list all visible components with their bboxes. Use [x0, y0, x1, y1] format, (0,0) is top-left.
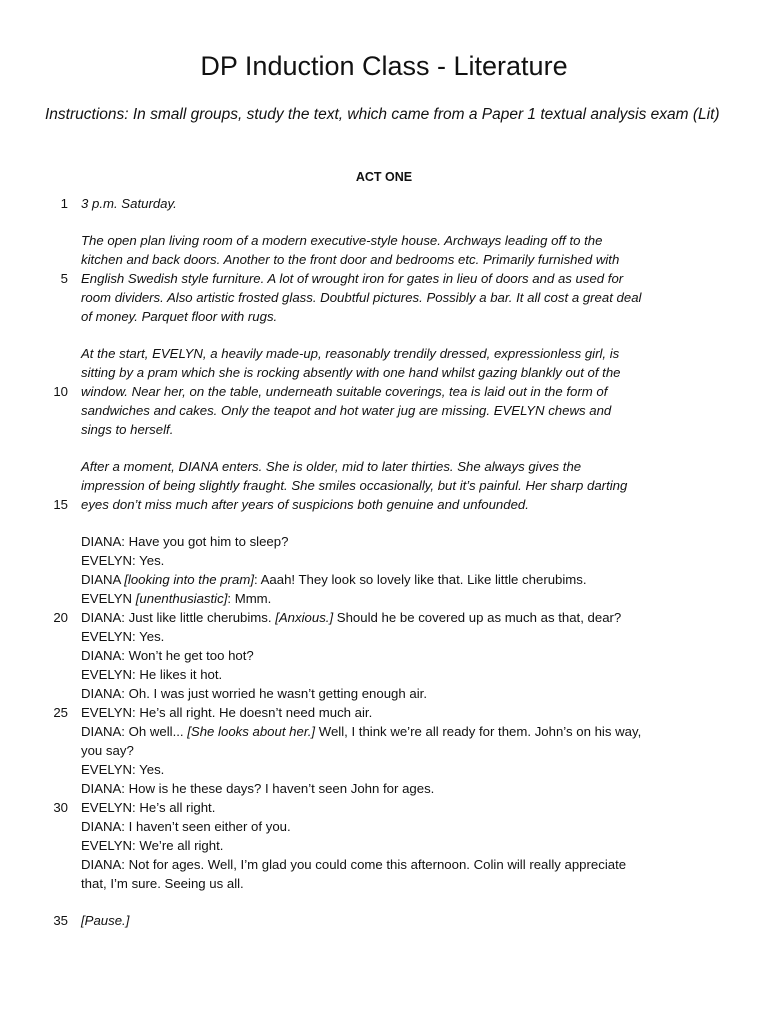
stage-direction: eyes don’t miss much after years of suspicions both genuine and unfounded. [81, 497, 529, 512]
dialogue-text: DIANA: Won’t he get too hot? [81, 648, 254, 663]
line-number: 10 [53, 384, 68, 399]
stage-direction: [unenthusiastic] [135, 591, 228, 606]
act-heading: ACT ONE [355, 170, 413, 184]
dialogue-text: EVELYN: He likes it hot. [81, 667, 223, 682]
line-text [81, 684, 427, 703]
script-line [0, 684, 768, 703]
line-text [81, 703, 372, 722]
dialogue-text: DIANA: Oh. I was just worried he wasn’t getting enough air. [81, 686, 427, 701]
script-line [0, 741, 768, 760]
script-line [0, 495, 768, 514]
stage-direction: room dividers. Also artistic frosted glass. Doubtful pictures. Possibly a bar. It all cost a great deal [81, 290, 642, 305]
line-text [81, 495, 529, 514]
line-text [81, 760, 164, 779]
line-number: 25 [53, 705, 68, 720]
line-text [81, 779, 434, 798]
stage-direction: After a moment, DIANA enters. She is older, mid to later thirties. She always gives the [81, 459, 582, 474]
script-line [0, 627, 768, 646]
script-line [0, 231, 768, 250]
line-text [81, 817, 291, 836]
dialogue-text: EVELYN: Yes. [81, 553, 165, 568]
stage-direction: sings to herself. [81, 422, 174, 437]
script-line [0, 779, 768, 798]
stage-direction: The open plan living room of a modern executive-style house. Archways leading off to the [81, 233, 603, 248]
line-text [81, 401, 611, 420]
line-text [81, 457, 581, 476]
script-line [0, 836, 768, 855]
line-text [81, 722, 641, 741]
script-line [0, 570, 768, 589]
line-text [81, 836, 223, 855]
line-text [81, 363, 621, 382]
line-text [81, 551, 164, 570]
instructions-text: Instructions: In small groups, study the text, which came from a Paper 1 textual analysis exam (Lit) [45, 106, 720, 123]
dialogue-text: EVELYN [81, 591, 136, 606]
script-line [0, 798, 768, 817]
dialogue-text: : Aaah! They look so lovely like that. Like little cherubims. [254, 572, 587, 587]
blank-line [0, 893, 768, 911]
script-line [0, 307, 768, 326]
line-number: 1 [60, 196, 68, 211]
line-text [81, 741, 134, 760]
dialogue-text: Well, I think we’re all ready for them. John’s on his way, [315, 724, 642, 739]
line-number: 20 [53, 610, 68, 625]
script-line [0, 608, 768, 627]
dialogue-text: you say? [81, 743, 134, 758]
stage-direction: impression of being slightly fraught. She smiles occasionally, but it’s painful. Her sharp darting [81, 478, 628, 493]
script-line [0, 911, 768, 930]
line-number: 30 [53, 800, 68, 815]
script-line [0, 551, 768, 570]
script-line [0, 363, 768, 382]
line-text [81, 665, 222, 684]
script-line [0, 420, 768, 439]
dialogue-text: DIANA: Have you got him to sleep? [81, 534, 289, 549]
page-title: DP Induction Class - Literature [200, 51, 568, 81]
line-text [81, 420, 173, 439]
line-text [81, 874, 244, 893]
script-line [0, 589, 768, 608]
stage-direction: [She looks about her.] [187, 724, 316, 739]
line-text [81, 231, 602, 250]
script-line [0, 760, 768, 779]
stage-direction: [Anxious.] [275, 610, 334, 625]
script-line [0, 476, 768, 495]
dialogue-text: : Mmm. [227, 591, 272, 606]
script-line [0, 344, 768, 363]
script-line [0, 532, 768, 551]
line-text [81, 269, 623, 288]
dialogue-text: DIANA [81, 572, 125, 587]
line-text [81, 646, 254, 665]
stage-direction: 3 p.m. Saturday. [81, 196, 177, 211]
blank-line [0, 213, 768, 231]
script-line [0, 665, 768, 684]
blank-line [0, 514, 768, 532]
line-text [81, 855, 626, 874]
line-text [81, 344, 619, 363]
script-line [0, 250, 768, 269]
script-line [0, 817, 768, 836]
line-text [81, 194, 177, 213]
stage-direction: window. Near her, on the table, underneath suitable coverings, tea is laid out in the form of [81, 384, 608, 399]
line-text [81, 532, 288, 551]
script-line [0, 457, 768, 476]
line-number: 15 [53, 497, 68, 512]
line-text [81, 307, 277, 326]
dialogue-text: that, I’m sure. Seeing us all. [81, 876, 244, 891]
script-line [0, 269, 768, 288]
dialogue-text: DIANA: Not for ages. Well, I’m glad you could come this afternoon. Colin will really appreciate [81, 857, 627, 872]
dialogue-text: EVELYN: Yes. [81, 762, 165, 777]
dialogue-text: EVELYN: We’re all right. [81, 838, 224, 853]
blank-line [0, 326, 768, 344]
script-body [0, 194, 768, 930]
line-text [81, 798, 215, 817]
dialogue-text: DIANA: I haven’t seen either of you. [81, 819, 291, 834]
dialogue-text: EVELYN: He’s all right. He doesn’t need much air. [81, 705, 373, 720]
stage-direction: At the start, EVELYN, a heavily made-up, reasonably trendily dressed, expressionless girl, is [81, 346, 620, 361]
stage-direction: sitting by a pram which she is rocking absently with one hand whilst gazing blankly out of the [81, 365, 621, 380]
line-number: 5 [60, 271, 68, 286]
script-line [0, 288, 768, 307]
line-text [81, 476, 627, 495]
script-line [0, 382, 768, 401]
blank-line [0, 439, 768, 457]
line-text [81, 288, 641, 307]
line-text [81, 627, 164, 646]
dialogue-text: DIANA: Oh well... [81, 724, 188, 739]
line-text [81, 608, 621, 627]
dialogue-text: EVELYN: He’s all right. [81, 800, 216, 815]
line-text [81, 382, 607, 401]
line-text [81, 589, 271, 608]
script-line [0, 646, 768, 665]
script-line [0, 703, 768, 722]
dialogue-text: DIANA: How is he these days? I haven’t seen John for ages. [81, 781, 435, 796]
line-text [81, 250, 619, 269]
script-line [0, 194, 768, 213]
script-line [0, 401, 768, 420]
line-text [81, 911, 129, 930]
line-text [81, 570, 587, 589]
stage-direction: kitchen and back doors. Another to the front door and bedrooms etc. Primarily furnished with [81, 252, 620, 267]
stage-direction: of money. Parquet floor with rugs. [81, 309, 278, 324]
script-line [0, 874, 768, 893]
dialogue-text: EVELYN: Yes. [81, 629, 165, 644]
line-number: 35 [53, 913, 68, 928]
stage-direction: [looking into the pram] [124, 572, 255, 587]
dialogue-text: Should he be covered up as much as that, dear? [333, 610, 622, 625]
stage-direction: [Pause.] [81, 913, 130, 928]
dialogue-text: DIANA: Just like little cherubims. [81, 610, 276, 625]
script-line [0, 855, 768, 874]
script-line [0, 722, 768, 741]
stage-direction: English Swedish style furniture. A lot of wrought iron for gates in lieu of doors and as used for [81, 271, 624, 286]
stage-direction: sandwiches and cakes. Only the teapot and hot water jug are missing. EVELYN chews and [81, 403, 612, 418]
